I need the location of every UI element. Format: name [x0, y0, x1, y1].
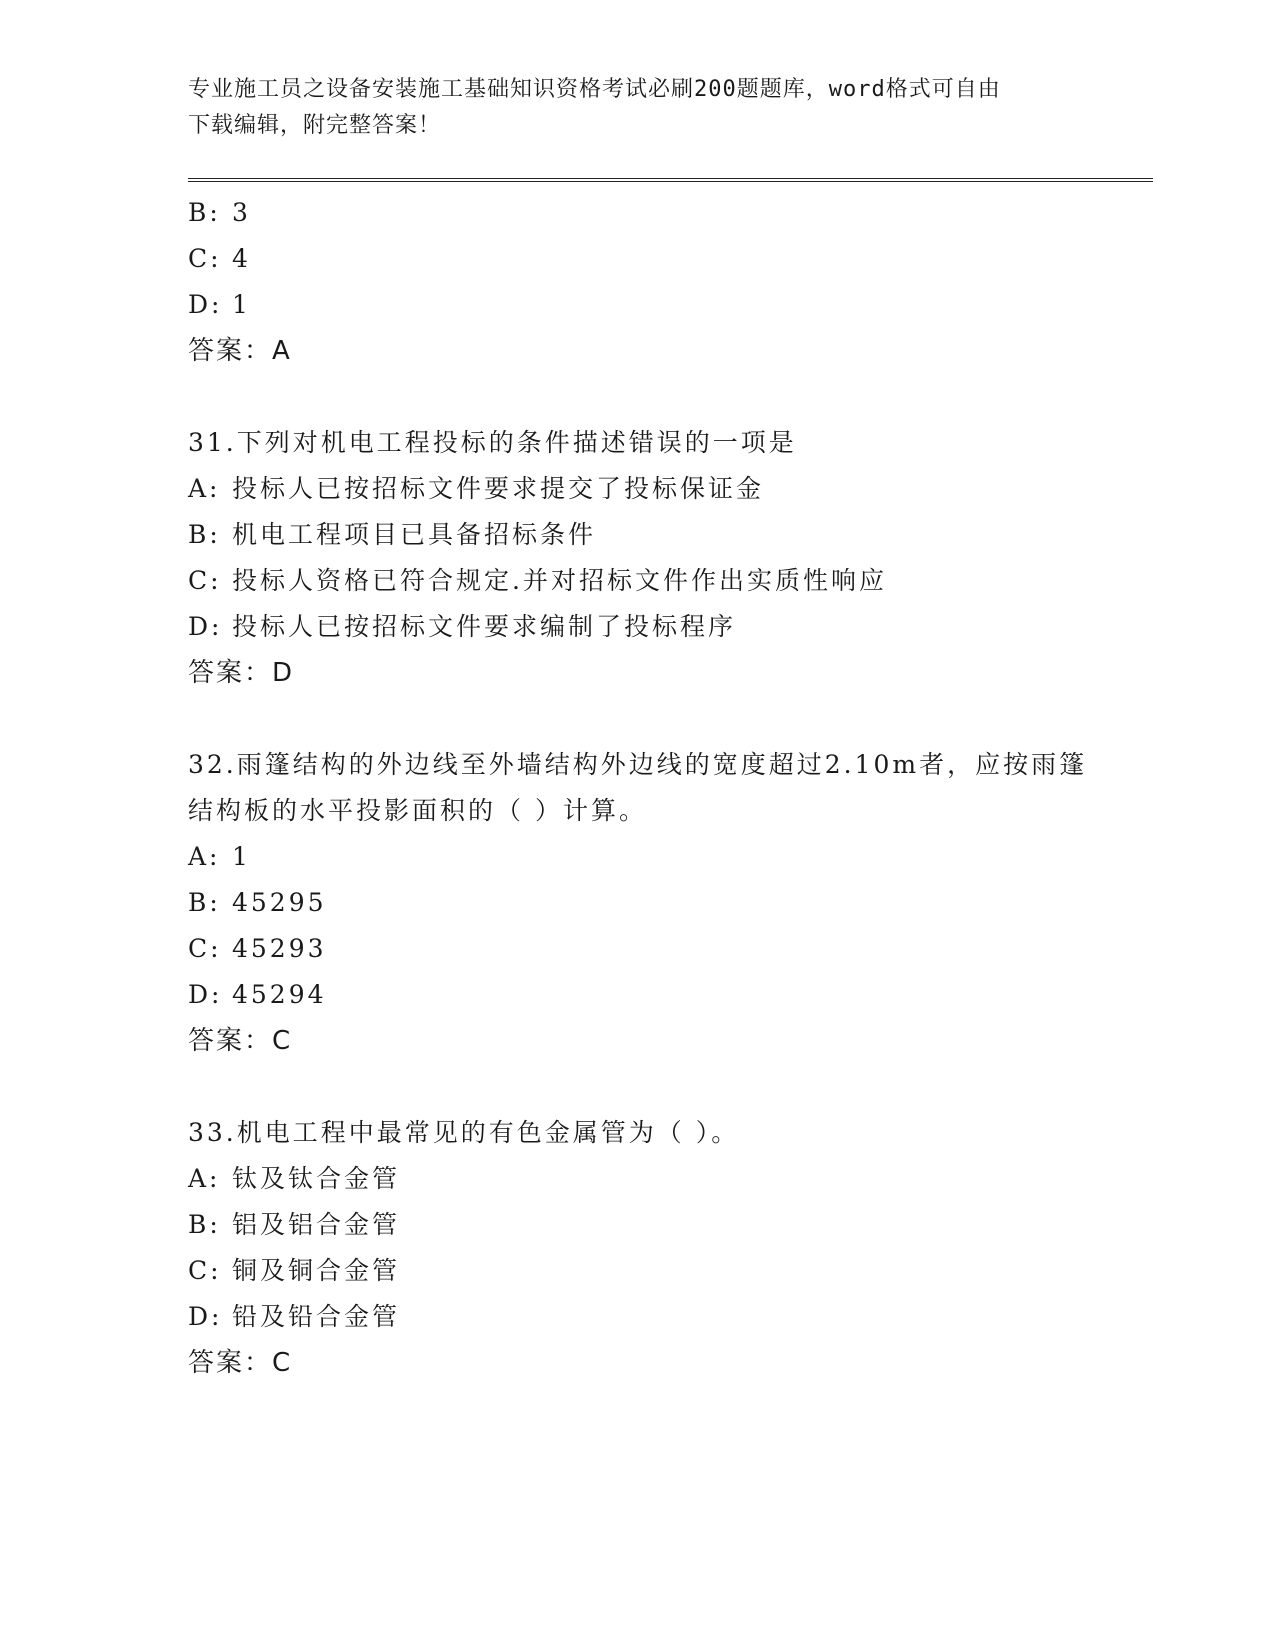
option-text: 投标人已按招标文件要求编制了投标程序 — [232, 612, 737, 641]
option-label: A: — [188, 474, 221, 503]
document-header — [188, 72, 1088, 144]
option-label: C: — [188, 566, 222, 595]
option-label: D: — [188, 290, 223, 319]
option-text: 1 — [232, 842, 251, 871]
option-label: B: — [188, 888, 221, 917]
option-label: A: — [188, 1164, 221, 1193]
question-stem: 33.机电工程中最常见的有色金属管为（ ）。 — [188, 1118, 740, 1147]
option-text: 45293 — [232, 934, 327, 963]
option-text: 45294 — [232, 980, 327, 1009]
option-text: 3 — [232, 198, 251, 227]
option-line — [188, 558, 1088, 604]
answer-line: 答案：A — [188, 336, 292, 366]
option-line — [188, 512, 1088, 558]
option-label: D: — [188, 612, 223, 641]
option-line — [188, 880, 1088, 926]
option-text: 投标人已按招标文件要求提交了投标保证金 — [232, 474, 765, 503]
option-text: 铝及铝合金管 — [232, 1210, 401, 1239]
option-line — [188, 926, 1088, 972]
option-label: B: — [188, 198, 221, 227]
option-line — [188, 190, 1088, 236]
option-line — [188, 1248, 1088, 1294]
option-line — [188, 282, 1088, 328]
answer-line: 答案：C — [188, 1348, 293, 1378]
option-line — [188, 972, 1088, 1018]
option-text: 铅及铅合金管 — [232, 1302, 401, 1331]
option-line — [188, 466, 1088, 512]
header-line-2: 下载编辑，附完整答案！ — [188, 113, 442, 138]
option-text: 4 — [232, 244, 251, 273]
option-text: 1 — [232, 290, 251, 319]
option-text: 投标人资格已符合规定.并对招标文件作出实质性响应 — [232, 566, 887, 595]
question-list — [188, 190, 1088, 1386]
option-label: C: — [188, 244, 222, 273]
question-31 — [188, 420, 1088, 696]
option-line — [188, 1294, 1088, 1340]
option-label: A: — [188, 842, 221, 871]
option-label: D: — [188, 980, 223, 1009]
question-stem: 31.下列对机电工程投标的条件描述错误的一项是 — [188, 428, 797, 457]
header-line-1: 专业施工员之设备安装施工基础知识资格考试必刷200题题库，word格式可自由 — [188, 77, 1001, 102]
option-label: B: — [188, 1210, 221, 1239]
answer-line: 答案：D — [188, 658, 295, 688]
option-line — [188, 1156, 1088, 1202]
previous-question-tail — [188, 190, 1088, 374]
question-32 — [188, 742, 1088, 1064]
header-divider — [188, 178, 1153, 182]
option-label: C: — [188, 934, 222, 963]
question-33 — [188, 1110, 1088, 1386]
option-label: B: — [188, 520, 221, 549]
option-text: 铜及铜合金管 — [232, 1256, 401, 1285]
question-stem: 32.雨篷结构的外边线至外墙结构外边线的宽度超过2.10m者，应按雨篷结构板的水平投影面积的（ ）计算。 — [188, 750, 1088, 825]
option-text: 45295 — [232, 888, 327, 917]
option-label: C: — [188, 1256, 222, 1285]
option-text: 机电工程项目已具备招标条件 — [232, 520, 597, 549]
option-text: 钛及钛合金管 — [232, 1164, 401, 1193]
option-line — [188, 236, 1088, 282]
option-line — [188, 834, 1088, 880]
option-line — [188, 1202, 1088, 1248]
option-line — [188, 604, 1088, 650]
answer-line: 答案：C — [188, 1026, 293, 1056]
option-label: D: — [188, 1302, 223, 1331]
